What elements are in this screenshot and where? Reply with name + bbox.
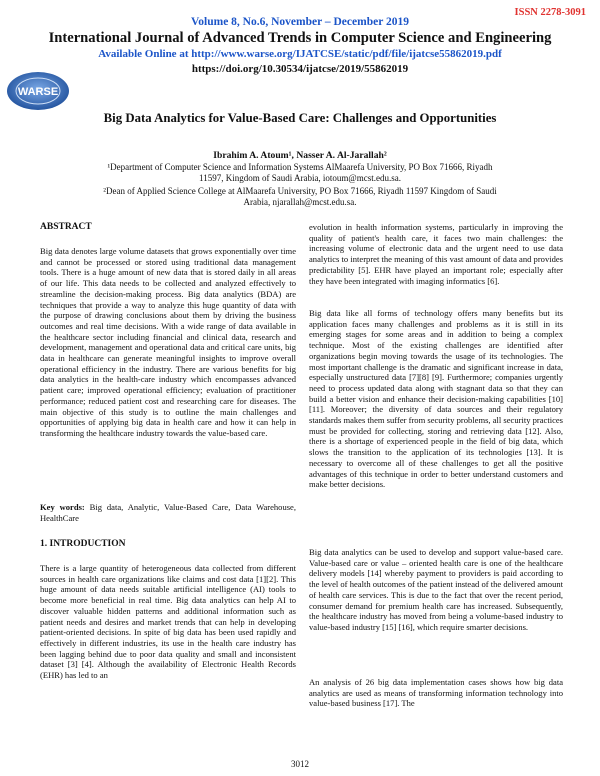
doi-link[interactable]: https://doi.org/10.30534/ijatcse/2019/55862019	[191, 63, 409, 75]
affiliation-1: ¹Department of Computer Science and Information Systems AlMaarefa University, PO Box 71666, Riyadh 11597, Kingdom of Saudi Arabia, iotoum@mcst.edu.sa.	[107, 162, 493, 184]
abstract-text: Big data denotes large volume datasets that grows exponentially over time and cannot be processed or stored using traditional data management tools. There is a huge amount of new data that is stored daily in all areas of our life. This data needs to be collected and analyzed effectively to streamline the decision-making process. Big data analytics (BDA) are techniques that provide a way to analyze this huge quantity of data with the purpose of drawing conclusions about them by driving the business outcomes and real time decisions. With a wide range of data available in the healthcare sector including financial and clinical data, research and development, management and operational data and critical care units, big data in healthcare can generate meaningful insights to improve overall operational efficiency in the industry. There are various benefits for big data analytics in the health-care industry which encompasses advanced patient care; improved operational efficiency; evaluation of practitioner performance; reduced patient cost and researching care for diseases. The main objective of this study is to outline the main challenges and opportunities of applying big data in health care and how it can help in transforming the healthcare industry towards the value-based care.	[40, 246, 296, 438]
warse-logo	[6, 70, 70, 112]
right-paragraph-3: Big data analytics can be used to develop and support value-based care. Value-based care or value – oriented health care is one of the healthcare delivery models [14] whereby payment to providers is paid according to the level of health outcomes of the patient instead of the delivered amount of health care services. This is due to the fact that over the recent period, consumer demand for premium health care has increased. Subsequently, the healthcare industry has moved from being a volume-based industry to value-based industry [15] [16], which require smarter decisions.	[309, 547, 563, 632]
affiliation-2: ²Dean of Applied Science College at AlMaarefa University, PO Box 71666, Riyadh 11597 Kingdom of Saudi Arabia, njarallah@mcst.edu.sa.	[103, 186, 497, 208]
keywords-text: Big data, Analytic, Value-Based Care, Data Warehouse, HealthCare	[40, 502, 296, 523]
introduction-heading: 1. INTRODUCTION	[40, 539, 126, 549]
keywords	[40, 502, 296, 523]
right-paragraph-4: An analysis of 26 big data implementation cases shows how big data analytics are used as means of transforming information technology into value-based business [17]. The	[309, 677, 563, 709]
page-number: 3012	[291, 759, 309, 769]
introduction-text: There is a large quantity of heterogeneous data collected from different sources in health care organizations like claims and cost data [1][2]. This huge amount of data needs suitable artificial intelligence (AI) tools to become more beneficial in real time. Big data analytics can help AI to discover valuable hidden patterns and additional information such as patient needs and desires and market trends that can help in developing patient-oriented decisions. In spite of big data has been used rapidly and effectively in different industries, its use in the health care industry has been lagging behind due to poor data quality and small and inconsistent dataset [3] [4]. Although the availability of Electronic Health Records (EHR) has led to an	[40, 563, 296, 681]
authors: Ibrahim A. Atoum¹, Nasser A. Al-Jarallah²	[213, 150, 387, 161]
keywords-label: Key words:	[40, 502, 85, 512]
available-online-link[interactable]: Available Online at http://www.warse.org/IJATCSE/static/pdf/file/ijatcse55862019.pdf	[98, 48, 502, 60]
journal-name: International Journal of Advanced Trends in Computer Science and Engineering	[48, 30, 552, 46]
right-paragraph-2: Big data like all forms of technology offers many benefits but its application faces many challenges and problems as it is still in its emerging stages for some areas and in addition to being a complex technique. Most of the existing challenges are identified after organizations begin moving towards the usage of its technologies. The most important challenge is the dramatic and significant increase in data, especially unstructured data [7][8] [9]. Furthermore; companies urgently need to process updated data along with stagnant data so that they can build a better vision and enhance their decision-making capabilities [10] [11]. Moreover; the diversity of data sources and their regulatory standards makes them suffer from security problems, all security practices must be provided for collecting, storing and retrieving data [12]. Also, there is a shortage of experienced people in the field of big data, which slows the transition to the application of its technologies [13]. It is necessary to overcome all of these challenges to get all the positive advantages of this technique in order to better understand customers and make better decisions.	[309, 308, 563, 490]
volume-line: Volume 8, No.6, November – December 2019	[191, 16, 409, 28]
issn-label: ISSN 2278-3091	[514, 7, 586, 18]
abstract-heading: ABSTRACT	[40, 222, 92, 232]
right-paragraph-1: evolution in health information systems, particularly in improving the quality of patient's health care, it faces two main challenges: the increasing volume of electronic data and the urgent need to use data analytics to interpret the meaning of this vast amount of data and provides predictability [5]. EHR have played an important role; especially after they have been integrated with imaging informatics [6].	[309, 222, 563, 286]
paper-title: Big Data Analytics for Value-Based Care: Challenges and Opportunities	[103, 111, 497, 125]
logo-text: WARSE	[17, 86, 59, 98]
